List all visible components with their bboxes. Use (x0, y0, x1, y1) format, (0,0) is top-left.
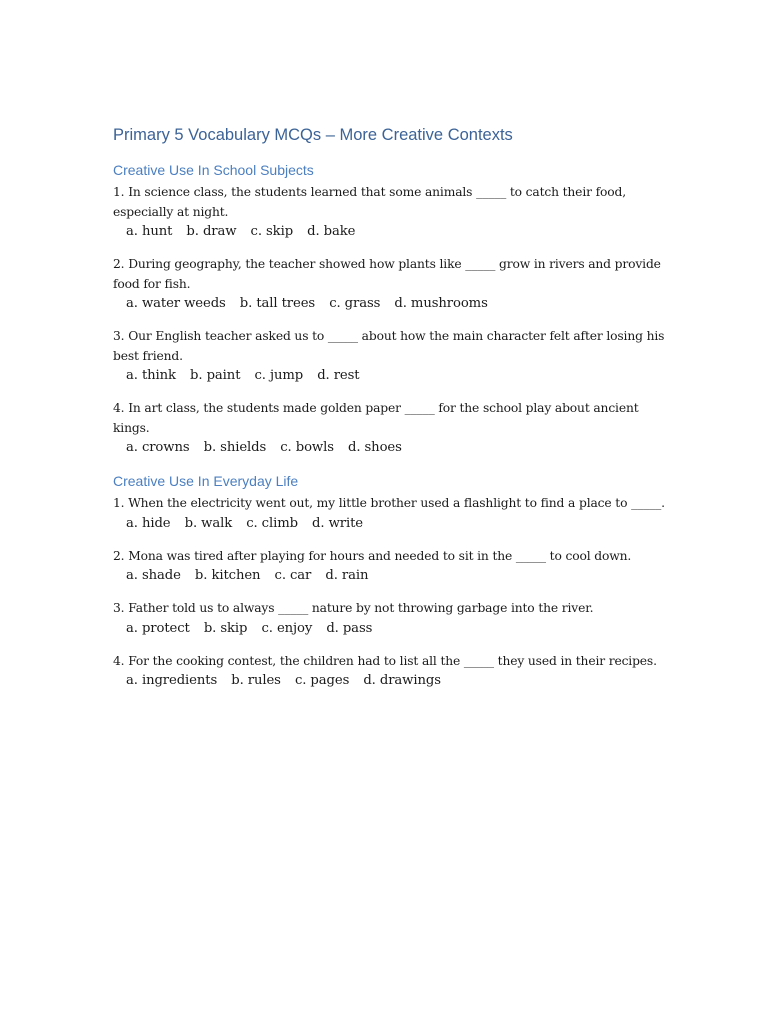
question-text: 2. During geography, the teacher showed how plants like _____ grow in rivers and provide food for fish. (113, 257, 661, 291)
answer-option: d. drawings (363, 673, 441, 688)
answer-option: c. enjoy (261, 620, 313, 636)
question-item (113, 494, 673, 534)
answer-option: d. mushrooms (394, 296, 488, 311)
answer-option: a. hunt (126, 224, 173, 239)
answer-option: b. skip (203, 620, 248, 636)
answer-option: d. write (312, 515, 363, 531)
answer-option: c. grass (329, 296, 381, 311)
answer-option: a. protect (126, 620, 190, 636)
answer-options (113, 566, 673, 586)
answer-options (113, 619, 673, 639)
answer-option: a. hide (126, 515, 171, 531)
answer-option: c. car (274, 568, 312, 583)
answer-option: b. draw (186, 224, 237, 239)
question-text: 4. In art class, the students made golden paper _____ for the school play about ancient kings. (113, 401, 639, 435)
question-item (113, 399, 673, 458)
question-text: 2. Mona was tired after playing for hours and needed to sit in the _____ to cool down. (113, 548, 632, 563)
question-item (113, 599, 673, 639)
question-text: 1. When the electricity went out, my little brother used a flashlight to find a place to _____. (113, 496, 665, 510)
answer-option: c. pages (294, 673, 350, 688)
answer-option: d. shoes (347, 440, 402, 455)
answer-option: a. ingredients (126, 673, 218, 688)
answer-option: a. water weeds (126, 296, 226, 311)
question-item (113, 183, 673, 242)
section-heading: Creative Use In Everyday Life (113, 473, 299, 489)
question-item (113, 327, 673, 386)
document-title: Primary 5 Vocabulary MCQs – More Creative Contexts (113, 126, 513, 144)
question-text: 1. In science class, the students learned that some animals _____ to catch their food, especially at night. (113, 185, 626, 219)
answer-options (113, 294, 673, 314)
answer-option: d. pass (326, 620, 373, 636)
answer-options (113, 671, 673, 691)
question-text: 3. Our English teacher asked us to _____ about how the main character felt after losing his best friend. (113, 329, 665, 363)
answer-option: a. shade (126, 568, 181, 583)
question-item (113, 652, 673, 692)
answer-option: b. rules (231, 673, 281, 688)
answer-option: b. walk (184, 515, 233, 531)
answer-options (113, 222, 673, 242)
question-item (113, 547, 673, 587)
section-everyday-life (113, 472, 673, 691)
answer-option: d. bake (307, 224, 356, 239)
answer-options (113, 514, 673, 534)
answer-option: b. paint (190, 368, 241, 383)
answer-option: b. tall trees (239, 296, 316, 311)
question-text: 4. For the cooking contest, the children had to list all the _____ they used in their recipes. (113, 653, 657, 668)
answer-option: c. bowls (280, 440, 334, 455)
answer-option: c. jump (254, 368, 304, 383)
answer-option: a. think (126, 368, 176, 383)
answer-option: c. climb (246, 515, 298, 531)
answer-option: a. crowns (126, 440, 190, 455)
answer-option: d. rain (325, 568, 369, 583)
answer-option: b. kitchen (194, 568, 261, 583)
answer-option: b. shields (203, 440, 267, 455)
answer-options (113, 366, 673, 386)
section-heading: Creative Use In School Subjects (113, 162, 314, 178)
answer-options (113, 438, 673, 458)
question-text: 3. Father told us to always _____ nature by not throwing garbage into the river. (113, 601, 594, 615)
section-school-subjects (113, 161, 673, 458)
answer-option: d. rest (317, 368, 360, 383)
answer-option: c. skip (250, 224, 294, 239)
question-item (113, 255, 673, 314)
document-content (113, 124, 673, 691)
